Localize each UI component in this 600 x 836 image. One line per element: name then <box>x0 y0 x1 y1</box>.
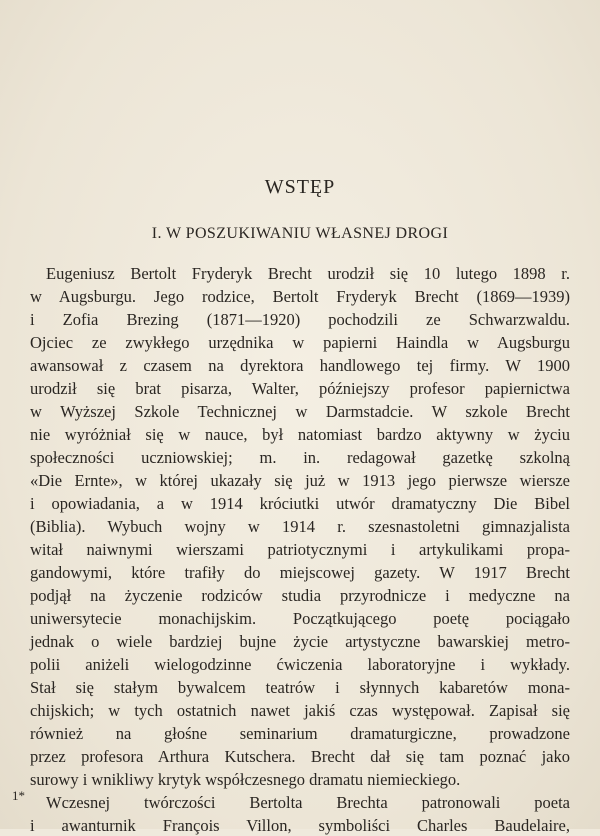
text-line: i awanturnik François Villon, symboliści Charles Baudelaire, <box>30 816 570 835</box>
text-line: w Wyższej Szkole Technicznej w Darmstadcie. W szkole Brecht <box>30 402 570 421</box>
text-line: przez profesora Arthura Kutschera. Brecht dał się tam poznać jako <box>30 747 570 766</box>
text-line: urodził się brat pisarza, Walter, późniejszy profesor papiernictwa <box>30 379 570 398</box>
text-line: Wczesnej twórczości Bertolta Brechta patronowali poeta <box>46 793 570 812</box>
text-line: gandowymi, które trafiły do miejscowej gazety. W 1917 Brecht <box>30 563 570 582</box>
text-line: surowy i wnikliwy krytyk współczesnego dramatu niemieckiego. <box>30 770 461 789</box>
text-line: i Zofia Brezing (1871—1920) pochodzili ze Schwarzwaldu. <box>30 310 570 329</box>
text-line: jednak o wiele bardziej bujne życie artystyczne bawarskiej metro- <box>30 632 570 651</box>
text-line: Stał się stałym bywalcem teatrów i słynnych kabaretów mona- <box>30 678 570 697</box>
text-line: (Biblia). Wybuch wojny w 1914 r. szesnastoletni gimnazjalista <box>30 517 570 536</box>
chapter-title: WSTĘP <box>264 176 336 198</box>
signature-mark: 1* <box>12 788 25 803</box>
text-line: w Augsburgu. Jego rodzice, Bertolt Fryderyk Brecht (1869—1939) <box>30 287 570 306</box>
text-line: Eugeniusz Bertolt Fryderyk Brecht urodził się 10 lutego 1898 r. <box>46 264 570 283</box>
text-line: nie wyróżniał się w nauce, był natomiast bardzo aktywny w życiu <box>30 425 570 444</box>
text-line: witał naiwnymi wierszami patriotycznymi i artykulikami propa- <box>30 540 570 559</box>
text-line: i opowiadania, a w 1914 króciutki utwór dramatyczny Die Bibel <box>30 494 570 513</box>
text-line: uniwersytecie monachijskim. Początkującego poetę pociągało <box>30 609 570 628</box>
text-line: awansował z czasem na dyrektora handlowego tej firmy. W 1900 <box>30 356 570 375</box>
text-line: polii aniżeli wielogodzinne ćwiczenia laboratoryjne i wykłady. <box>30 655 570 674</box>
text-line: chijskich; w tych ostatnich nawet jakiś czas występował. Zapisał się <box>30 701 570 720</box>
text-line: «Die Ernte», w której ukazały się już w 1913 jego pierwsze wiersze <box>30 471 570 490</box>
text-line: społeczności uczniowskiej; m. in. redagował gazetkę szkolną <box>30 448 570 467</box>
text-line: również na głośne seminarium dramaturgiczne, prowadzone <box>30 724 570 743</box>
text-line: Ojciec ze zwykłego urzędnika w papierni Haindla w Augsburgu <box>30 333 570 352</box>
text-line: podjął na życzenie rodziców studia przyrodnicze i medyczne na <box>30 586 570 605</box>
section-title: I. W POSZUKIWANIU WŁASNEJ DROGI <box>151 225 449 242</box>
